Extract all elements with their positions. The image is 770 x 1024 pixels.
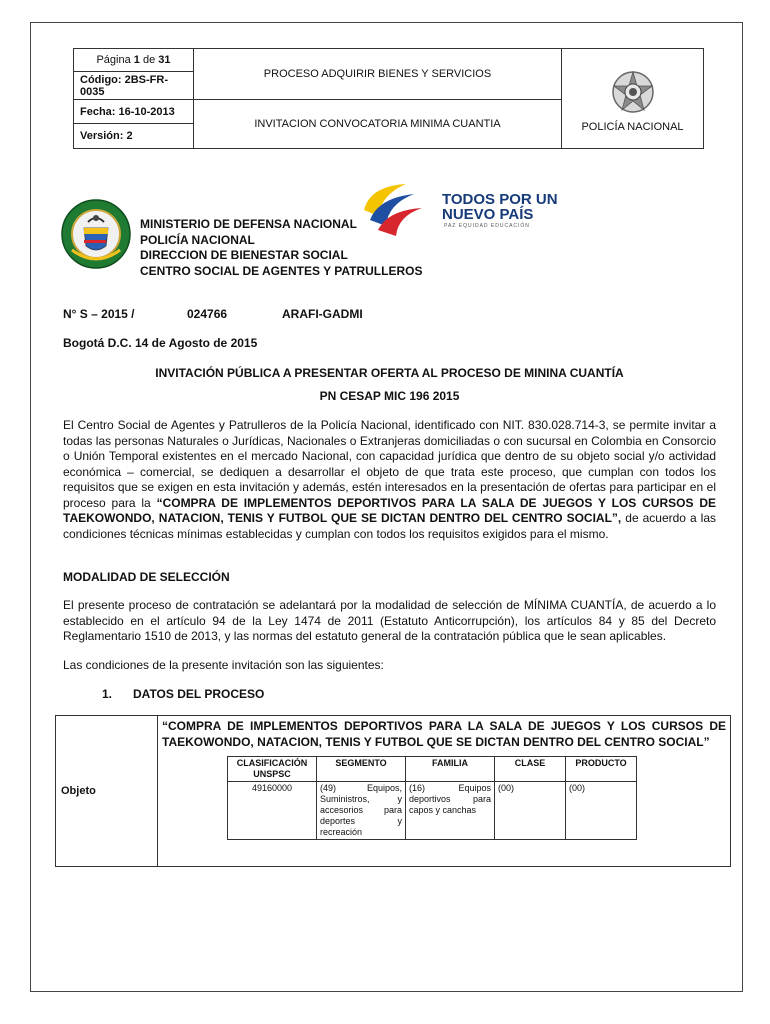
date-place: Bogotá D.C. 14 de Agosto de 2015 — [63, 336, 258, 350]
cell-familia: (16) Equipos deportivos para capos y canchas — [406, 782, 495, 840]
reference-number: N° S – 2015 / — [63, 307, 135, 321]
process-code-title: PN CESAP MIC 196 2015 — [319, 389, 460, 403]
cell-producto: (00) — [566, 782, 637, 840]
logo-line-1: TODOS POR UN — [442, 191, 558, 208]
reference-dependency: ARAFI-GADMI — [282, 307, 363, 321]
process-data-table — [55, 715, 731, 867]
object-description: “COMPRA DE IMPLEMENTOS DEPORTIVOS PARA LA SALA DE JUEGOS Y LOS CURSOS DE TAEKOWONDO, NATACION, TENIS Y FUTBOL QUE SE DICTAN DENTRO DEL CENTRO SOCIAL” — [162, 719, 726, 749]
object-content-cell — [158, 716, 731, 867]
document-version: Versión: 2 — [74, 124, 194, 149]
org-line-direction: DIRECCION DE BIENESTAR SOCIAL — [140, 248, 348, 262]
section-number: 1. — [102, 687, 113, 701]
police-emblem-cell — [562, 49, 704, 149]
reference-consecutive: 024766 — [187, 307, 228, 321]
cell-clasificacion: 49160000 — [228, 782, 317, 840]
police-star-emblem-icon — [610, 69, 656, 115]
header-producto: PRODUCTO — [566, 757, 637, 782]
selection-mode-paragraph: El presente proceso de contratación se adelantará por la modalidad de selección de MÍNIMA CUANTÍA, de acuerdo a lo establecido en el artículo 94 de la Ley 1474 de 2011 (Estatuto Anticorrupción), los artículos 84 y 85 del Decreto Reglamentario 1510 de 2013, y las normas del estatuto general de la contratación pública que le sean aplicables. — [63, 598, 716, 643]
paragraph-closing: de acuerdo a las condiciones técnicas mínimas establecidas y cumplan con todos los requisitos exigidos para el mismo. — [63, 511, 717, 541]
org-line-police: POLICÍA NACIONAL — [140, 232, 255, 247]
paragraph-object-bold: “COMPRA DE IMPLEMENTOS DEPORTIVOS PARA LA SALA DE JUEGOS Y LOS CURSOS DE TAEKOWONDO, NATACION, TENIS Y FUTBOL QUE SE DICTAN DENTRO DEL CENTRO SOCIAL”, — [63, 495, 716, 525]
header-familia: FAMILIA — [406, 757, 495, 782]
object-label: Objeto — [56, 716, 158, 867]
logo-tagline: PAZ EQUIDAD EDUCACIÓN — [444, 223, 530, 229]
invitation-title: INVITACIÓN PÚBLICA A PRESENTAR OFERTA AL PROCESO DE MININA CUANTÍA — [155, 366, 624, 380]
org-line-center: CENTRO SOCIAL DE AGENTES Y PATRULLEROS — [140, 263, 423, 278]
police-name: POLICÍA NACIONAL — [581, 121, 684, 133]
logo-line-2: NUEVO PAÍS — [442, 206, 534, 223]
header-clasificacion: CLASIFICACIÓN UNSPSC — [228, 757, 317, 782]
process-name-cell: PROCESO ADQUIRIR BIENES Y SERVICIOS — [194, 49, 562, 100]
invitation-type-cell: INVITACION CONVOCATORIA MINIMA CUANTIA — [194, 100, 562, 149]
document-date: Fecha: 16-10-2013 — [74, 100, 194, 124]
header-clase: CLASE — [495, 757, 566, 782]
conditions-intro: Las condiciones de la presente invitación son las siguientes: — [63, 658, 384, 672]
ministry-seal-icon — [60, 198, 132, 270]
invitation-paragraph — [63, 418, 716, 542]
cell-segmento: (49) Equipos, Suministros, y accesorios para deportes y recreación — [317, 782, 406, 840]
selection-mode-heading: MODALIDAD DE SELECCIÓN — [63, 570, 230, 584]
org-line-ministry: MINISTERIO DE DEFENSA NACIONAL — [140, 217, 357, 231]
section-title: DATOS DEL PROCESO — [133, 687, 265, 701]
document-header-table — [73, 48, 704, 149]
classification-table — [227, 756, 637, 840]
page-number-cell: Página 1 de 31 — [74, 49, 194, 72]
document-code: Código: 2BS-FR-0035 — [74, 72, 194, 100]
organization-block — [140, 217, 422, 279]
paragraph-text: El Centro Social de Agentes y Patrulleros de la Policía Nacional, identificado con NIT. 830.028.714-3, se permite invitar a todas las personas Naturales o Jurídicas, Nacionales o Extranjeras domiciliadas o con sucursal en Colombia en Consorcio o Unión Temporal existentes en el mercado Nacional, con capacidad jurídica que dentro de su objeto social y/o actividad económica – comercial, se dediquen a desarrollar el objeto de que trata este proceso, que cumplan con todos los requisitos que se exigen en esta invitación y además, estén interesados en la presentación de ofertas para participar en el proceso para la — [63, 418, 716, 510]
cell-clase: (00) — [495, 782, 566, 840]
header-segmento: SEGMENTO — [317, 757, 406, 782]
